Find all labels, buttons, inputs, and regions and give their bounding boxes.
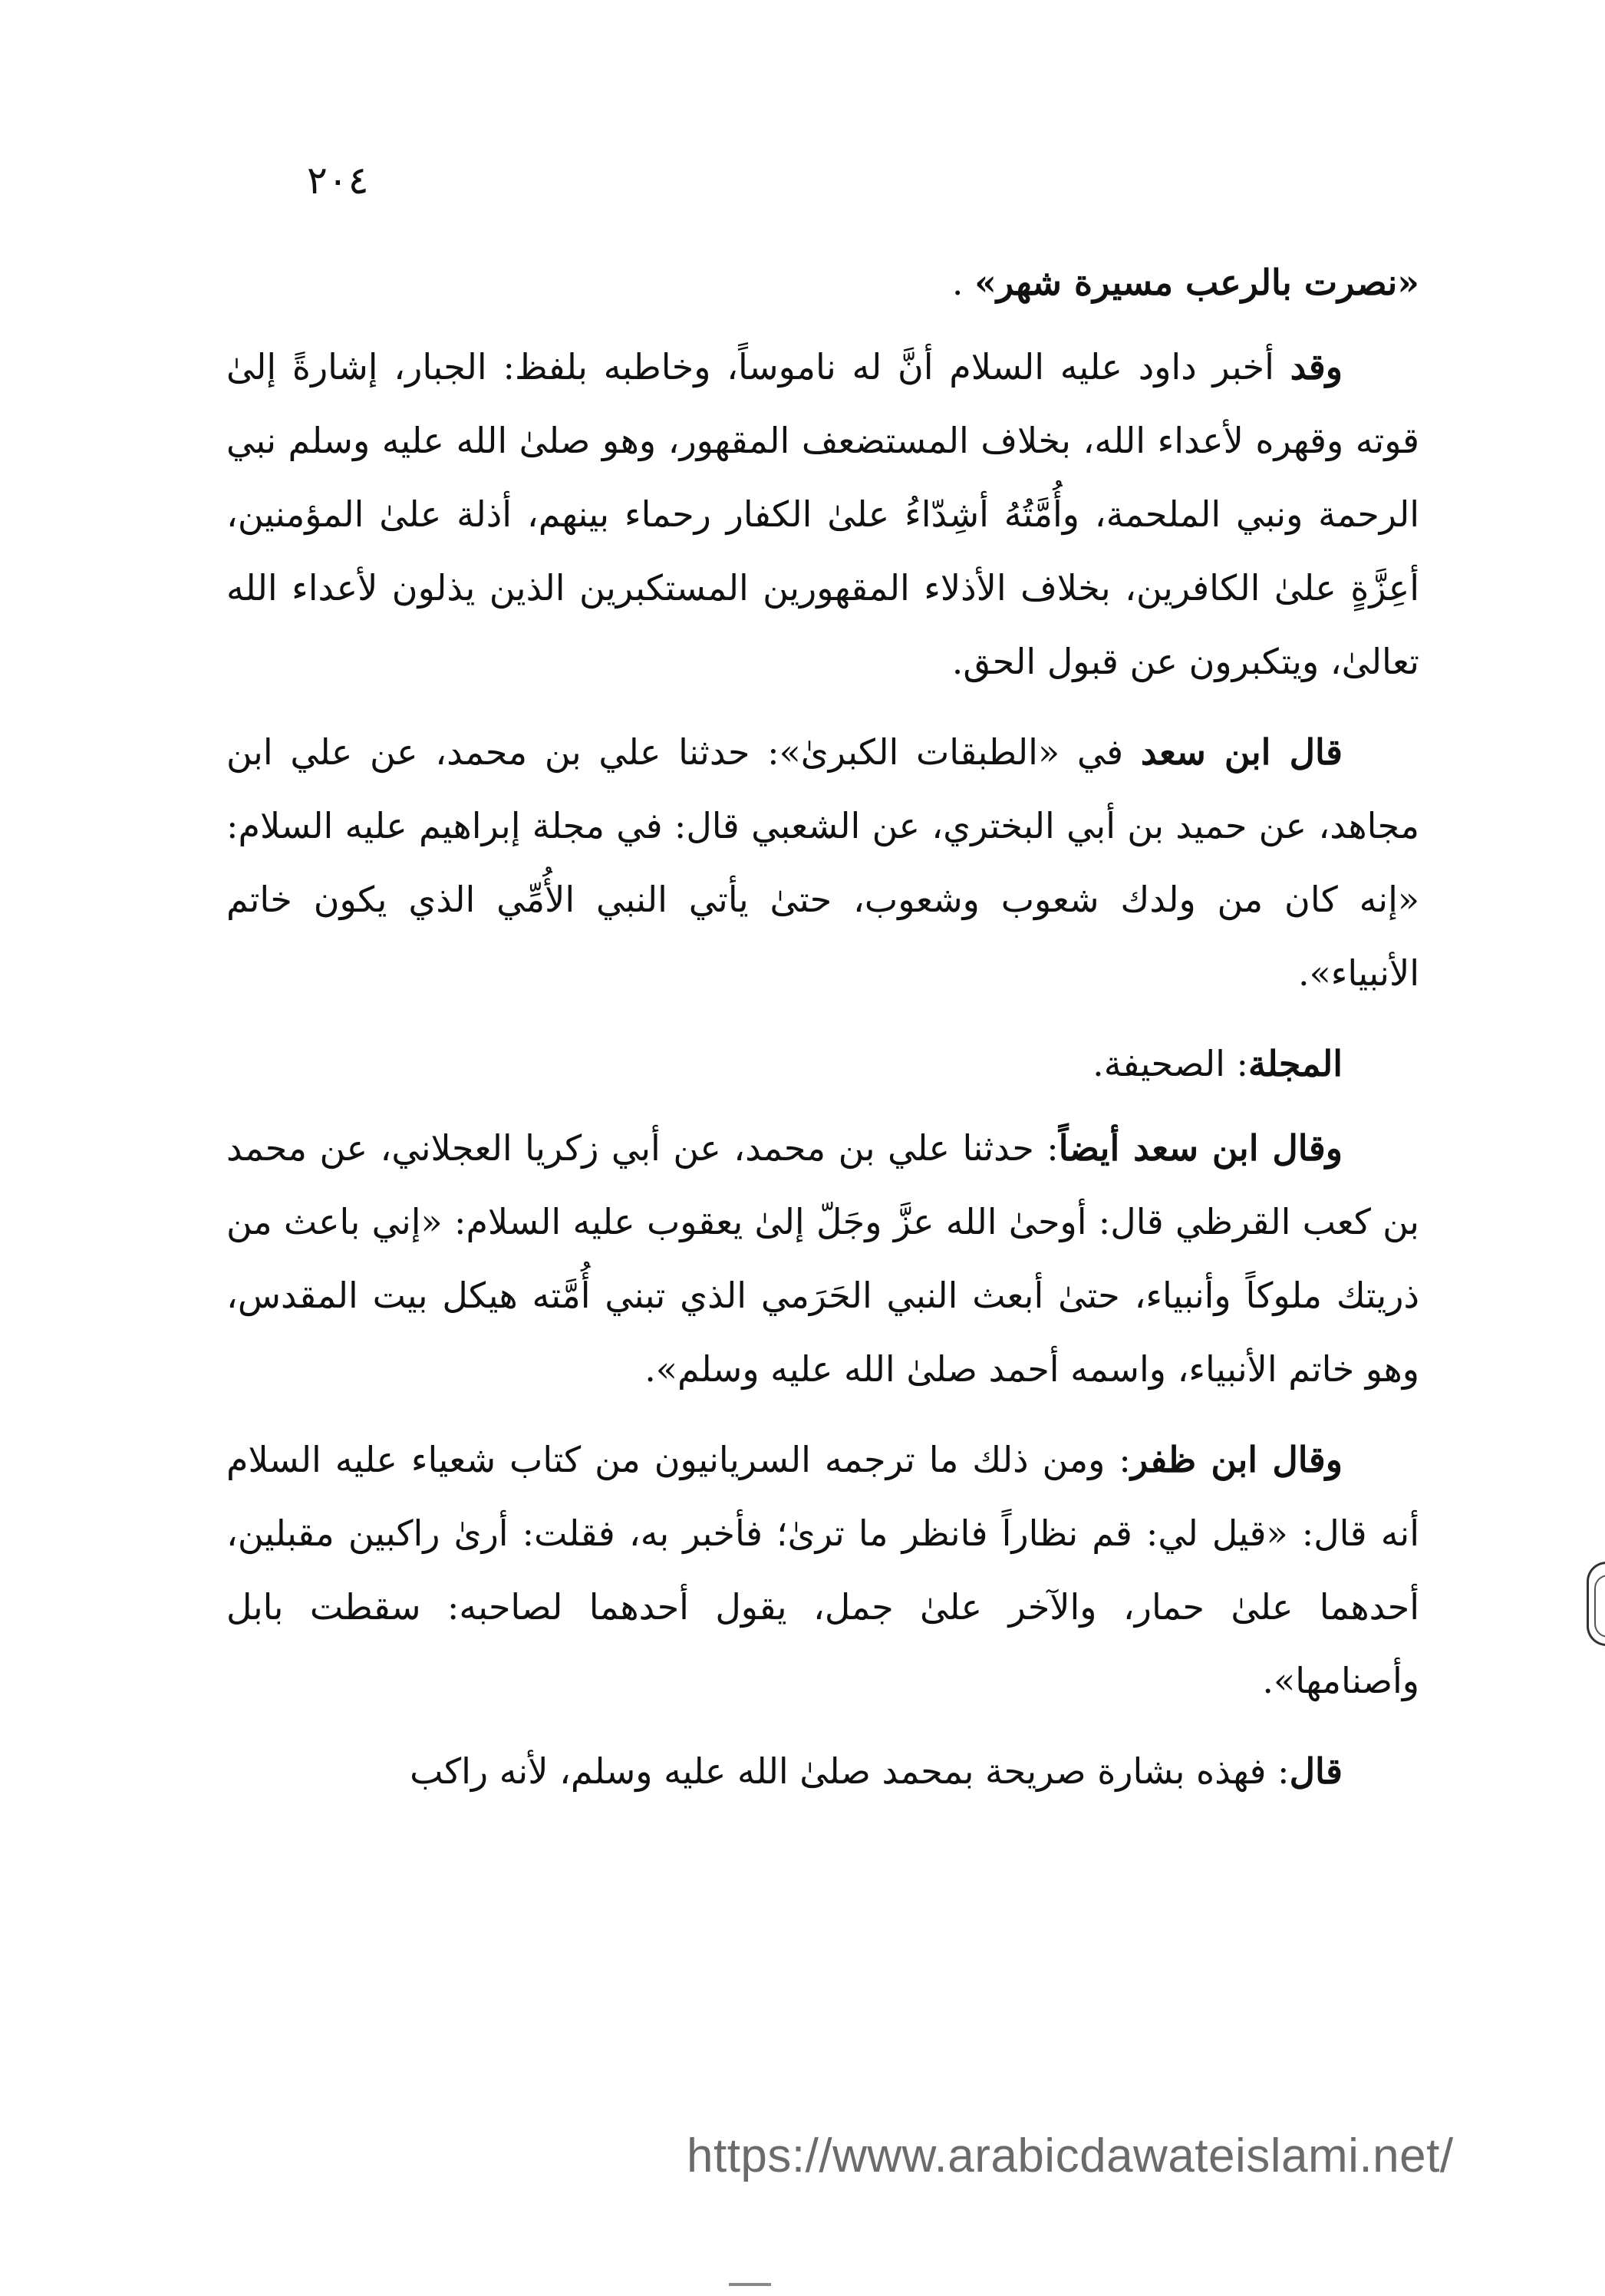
- hadith-quote-text: «نصرت بالرعب مسيرة شهر»: [974, 262, 1419, 303]
- paragraph-lead: وقد: [1290, 346, 1343, 388]
- paragraph-lead: قال ابن سعد: [1140, 731, 1343, 773]
- paragraph-lead: قال: [1289, 1750, 1343, 1792]
- paragraph-conclusion: [226, 1734, 1419, 1808]
- paragraph-ibn-zafar: [226, 1423, 1419, 1717]
- paragraph-lead: وقال ابن ظفر: [1130, 1439, 1343, 1480]
- paragraph-text: .: [951, 262, 975, 303]
- paragraph-ibn-saad-yaqub: [226, 1111, 1419, 1406]
- watermark-url: https://www.arabicdawateislami.net/: [687, 2129, 1454, 2182]
- paragraph-gloss-majalla: [226, 1027, 1419, 1100]
- body-text: [226, 246, 1419, 1825]
- binding-edge-mark: [1587, 1562, 1605, 1646]
- paragraph-dawud: [226, 330, 1419, 698]
- paragraph-text: : ومن ذلك ما ترجمه السريانيون من كتاب شعياء عليه السلام أنه قال: «قيل لي: قم نظاراً فانظر ما ترىٰ؛ فأخبر به، فقلت: أرىٰ راكبين مقبلين، أحدهما علىٰ حمار، والآخر علىٰ جمل، يقول أحدهما لصاحبه: سقطت بابل وأصنامها».: [226, 1439, 1419, 1701]
- page-bottom-mark: [729, 2283, 771, 2286]
- paragraph-text: أخبر داود عليه السلام أنَّ له ناموساً، وخاطبه بلفظ: الجبار، إشارةً إلىٰ قوته وقهره لأعداء الله، بخلاف المستضعف المقهور، وهو صلىٰ الله عليه وسلم نبي الرحمة ونبي الملحمة، وأُمَّتُهُ أشِدّاءُ علىٰ الكفار رحماء بينهم، أذلة علىٰ المؤمنين، أعِزَّةٍ علىٰ الكافرين، بخلاف الأذلاء المقهورين المستكبرين الذين يذلون لأعداء الله تعالىٰ، ويتكبرون عن قبول الحق.: [226, 346, 1419, 682]
- paragraph-text: في «الطبقات الكبرىٰ»: حدثنا علي بن محمد، عن علي ابن مجاهد، عن حميد بن أبي البختري، عن الشعبي قال: في مجلة إبراهيم عليه السلام: «إنه كان من ولدك شعوب وشعوب، حتىٰ يأتي النبي الأُمِّي الذي يكون خاتم الأنبياء».: [226, 731, 1419, 994]
- gloss-term: المجلة: [1248, 1043, 1343, 1084]
- paragraph-hadith-quote: [226, 246, 1419, 319]
- paragraph-ibn-saad-ibrahim: [226, 715, 1419, 1010]
- gloss-definition: : الصحيفة.: [1093, 1043, 1249, 1084]
- paragraph-text: : فهذه بشارة صريحة بمحمد صلىٰ الله عليه وسلم، لأنه راكب: [410, 1750, 1290, 1792]
- page-number: ٢٠٤: [307, 158, 369, 203]
- paragraph-text: : حدثنا علي بن محمد، عن أبي زكريا العجلاني، عن محمد بن كعب القرظي قال: أوحىٰ الله عزَّ وجَلّ إلىٰ يعقوب عليه السلام: «إني باعث من ذريتك ملوكاً وأنبياء، حتىٰ أبعث النبي الحَرَمي الذي تبني أُمَّته هيكل بيت المقدس، وهو خاتم الأنبياء، واسمه أحمد صلىٰ الله عليه وسلم».: [226, 1127, 1419, 1390]
- paragraph-lead: وقال ابن سعد أيضاً: [1058, 1127, 1343, 1169]
